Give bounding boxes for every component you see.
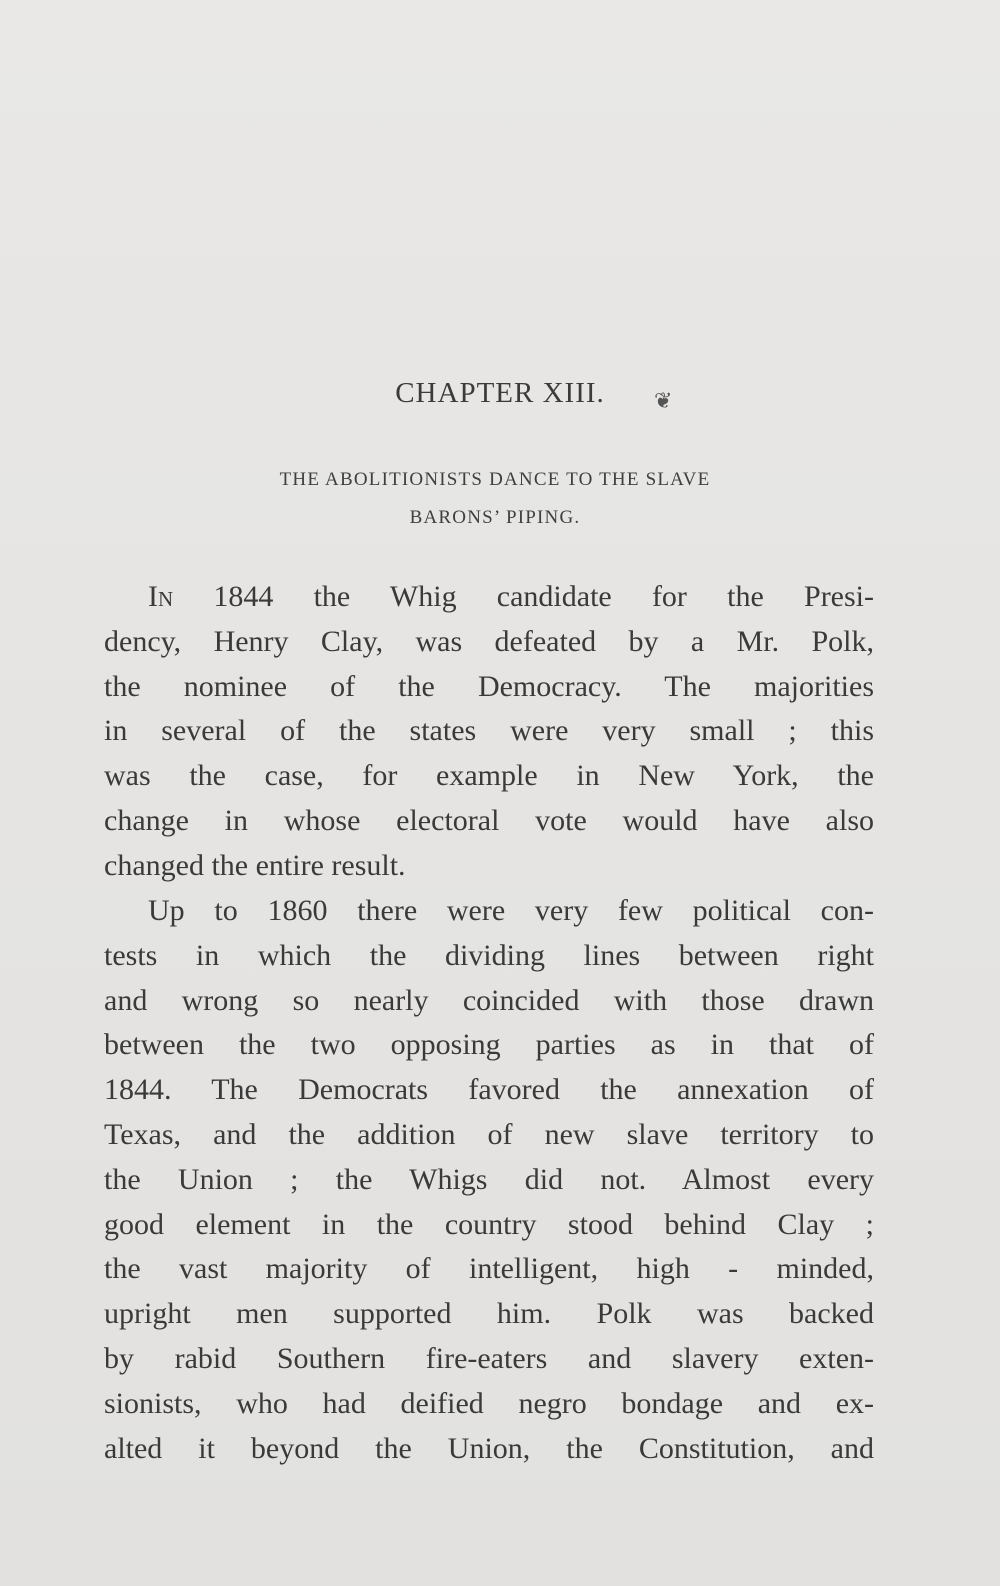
chapter-number: CHAPTER XIII.: [395, 377, 605, 409]
paragraph-1: [104, 575, 874, 889]
text-line: by rabid Southern fire-eaters and slavery exten-: [104, 1341, 874, 1375]
text-line: dency, Henry Clay, was defeated by a Mr. Polk,: [104, 624, 874, 658]
chapter-title: [100, 461, 890, 537]
text-line: in several of the states were very small ; this: [104, 714, 874, 748]
text-line: Texas, and the addition of new slave territory to: [104, 1117, 874, 1151]
chapter-heading: [0, 377, 1000, 410]
text-line: tests in which the dividing lines between right: [104, 938, 874, 972]
text-line: the vast majority of intelligent, high - minded,: [104, 1252, 874, 1286]
fleuron-icon: ❦: [654, 389, 673, 414]
text-line: changed the entire result.: [104, 848, 406, 882]
text-line: the Union ; the Whigs did not. Almost every: [104, 1162, 874, 1196]
text-line: between the two opposing parties as in that of: [104, 1028, 874, 1062]
text-line: Up to 1860 there were very few political con-: [148, 894, 874, 927]
drop-word: In: [148, 580, 174, 613]
text-line: good element in the country stood behind Clay ;: [104, 1207, 874, 1241]
text-line: change in whose electoral vote would have also: [104, 803, 874, 837]
chapter-title-line: BARONS’ PIPING.: [409, 507, 581, 528]
text-line: and wrong so nearly coincided with those drawn: [104, 983, 874, 1017]
text-line: 1844. The Democrats favored the annexation of: [104, 1073, 874, 1107]
paragraph-2: [104, 889, 874, 1471]
chapter-title-line: THE ABOLITIONISTS DANCE TO THE SLAVE: [279, 469, 711, 490]
text-line: sionists, who had deified negro bondage and ex-: [104, 1386, 874, 1420]
text-line: alted it beyond the Union, the Constitution, and: [104, 1431, 874, 1465]
line-text: 1844 the Whig candidate for the Presi-: [173, 580, 874, 613]
text-line: [104, 575, 874, 620]
text-line: upright men supported him. Polk was backed: [104, 1297, 874, 1331]
text-line: the nominee of the Democracy. The majorities: [104, 669, 874, 703]
text-line: was the case, for example in New York, the: [104, 759, 874, 793]
